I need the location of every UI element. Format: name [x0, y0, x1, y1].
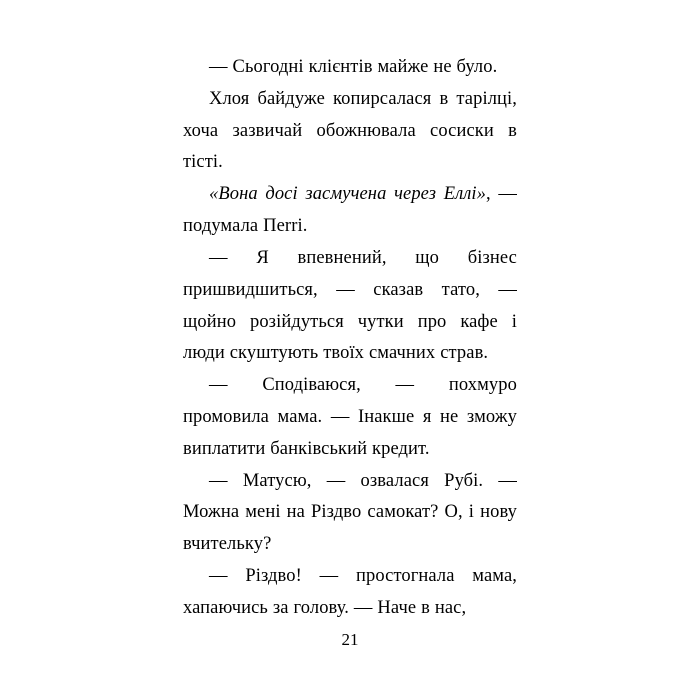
quoted-thought: «Вона досі засмучена через Еллі»	[209, 184, 487, 205]
paragraph: — Сьогодні клієнтів майже не було.	[209, 57, 498, 77]
paragraph: — Різдво! — простогнала мама, хапаючись за голову. — Наче в нас,	[183, 566, 517, 618]
paragraph: — Сподіваюся, — похмуро промовила мама. — Інакше я не зможу виплатити банківський кредит.	[183, 375, 517, 459]
page-number: 21	[341, 630, 359, 649]
paragraph: — Я впевнений, що бізнес пришвидшиться, — сказав тато, — щойно розійдуться чутки про кафе і люди скуштують твоїх смачних страв.	[183, 247, 517, 364]
paragraph: — Матусю, — озвалася Рубі. — Можна мені на Різдво самокат? О, і нову вчительку?	[183, 470, 517, 555]
quote-attribution: , — подумала Пеrrі.	[183, 184, 517, 237]
paragraph: Хлоя байдуже копирсалася в тарілці, хоча зазвичай обожнювала сосиски в тісті.	[183, 88, 517, 173]
paragraph-with-quote	[183, 179, 517, 243]
body-text-column	[183, 52, 517, 625]
